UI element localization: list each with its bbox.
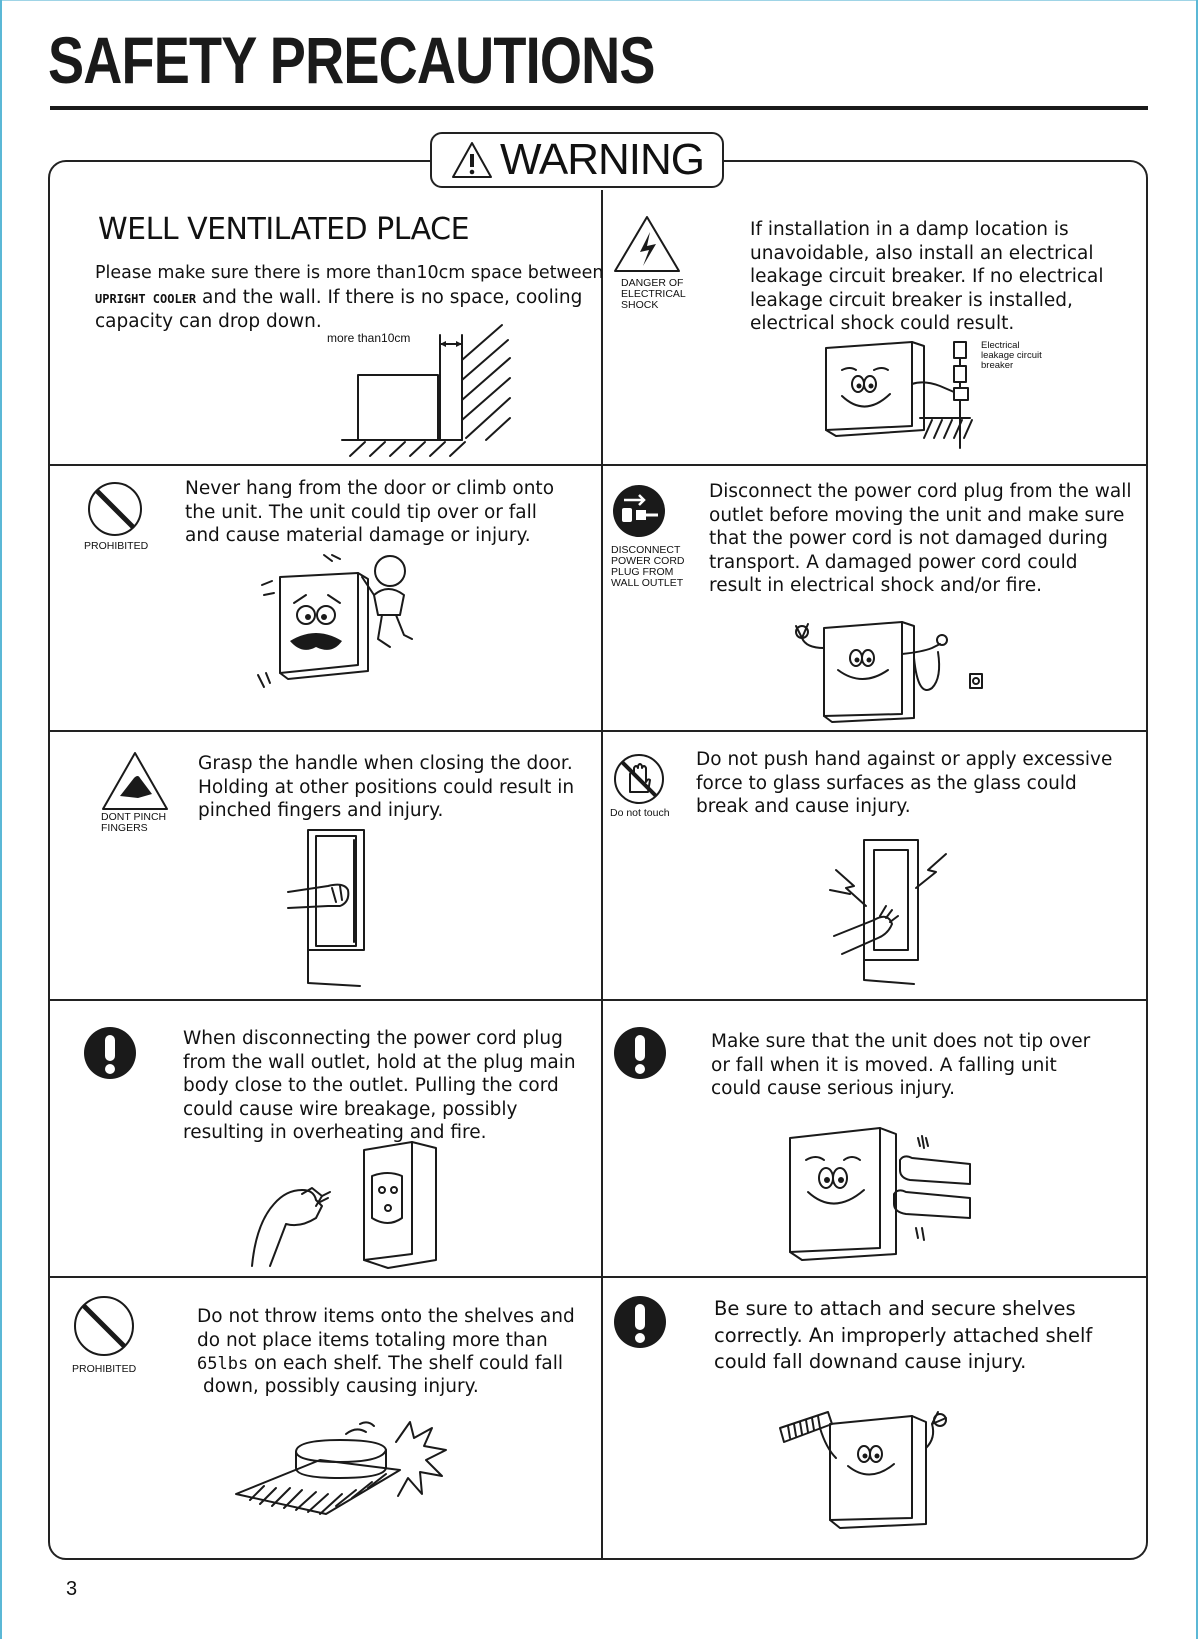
unit-with-shelf-illustration	[776, 1408, 966, 1528]
title-rule	[50, 106, 1148, 110]
electric-shock-label: DANGER OF ELECTRICAL SHOCK	[621, 277, 686, 311]
warning-badge	[430, 132, 724, 188]
ventilation-heading: WELL VENTILATED PLACE	[98, 212, 470, 247]
electric-shock-text: If installation in a damp location is unavoidable, also install an electrical leakage circuit breaker. If no electrical leakage circuit breaker is installed, electrical shock could result.	[750, 219, 1104, 334]
ventilation-text-line: capacity can drop down.	[95, 311, 322, 332]
page-title: SAFETY PRECAUTIONS	[48, 23, 655, 97]
warning-triangle-icon	[450, 140, 494, 180]
breaker-label: Electrical leakage circuit breaker	[981, 340, 1042, 371]
clearance-diagram	[340, 330, 520, 460]
plug-text: When disconnecting the power cord plug from the wall outlet, hold at the plug main body close to the outlet. Pulling the cord could cause wire breakage, possibly resulting in overheating and fire.	[183, 1028, 576, 1143]
clearance-label: more than10cm	[327, 331, 411, 345]
unit-being-moved-illustration	[786, 1124, 976, 1260]
shelves-load-text-line: down, possibly causing injury.	[203, 1376, 479, 1397]
prohibited-icon	[84, 478, 146, 540]
prohibited-label: PROHIBITED	[84, 540, 149, 552]
mandatory-icon	[612, 1294, 668, 1350]
shelves-load-text-line: Do not throw items onto the shelves and	[197, 1306, 575, 1327]
page-edge	[0, 0, 2, 1639]
electric-shock-icon	[612, 214, 682, 274]
do-not-touch-label: Do not touch	[610, 807, 670, 819]
product-name: UPRIGHT COOLER	[95, 292, 197, 306]
door-handle-illustration	[288, 828, 378, 988]
prohibited-icon	[70, 1292, 138, 1360]
shelves-attach-text: Be sure to attach and secure shelves correctly. An improperly attached shelf could fall downand cause injury.	[714, 1297, 1093, 1373]
mandatory-icon	[82, 1025, 138, 1081]
climb-text: Never hang from the door or climb onto the unit. The unit could tip over or fall and cause material damage or injury.	[185, 478, 555, 546]
unit-with-breaker-illustration	[820, 338, 1000, 458]
pinch-fingers-icon	[100, 750, 170, 812]
shelves-load-text-line	[197, 1352, 563, 1377]
disconnect-label: DISCONNECT POWER CORD PLUG FROM WALL OUTLET	[611, 544, 685, 589]
grid-divider-horizontal	[50, 1276, 1146, 1278]
tip-text: Make sure that the unit does not tip over or fall when it is moved. A falling unit could cause serious injury.	[711, 1031, 1091, 1099]
page-number: 3	[66, 1578, 78, 1600]
grid-divider-horizontal	[50, 464, 1146, 466]
ventilation-text-rest: and the wall. If there is no space, cooling	[202, 287, 583, 308]
weight-limit: 65lbs	[197, 1354, 249, 1374]
grid-divider-horizontal	[50, 999, 1146, 1001]
ventilation-text-line: Please make sure there is more than10cm space between	[95, 263, 604, 283]
mandatory-icon	[612, 1025, 668, 1081]
glass-text: Do not push hand against or apply excessive force to glass surfaces as the glass could break and cause injury.	[696, 749, 1113, 817]
prohibited-label: PROHIBITED	[72, 1363, 137, 1375]
pinch-label: DONT PINCH FINGERS	[101, 811, 167, 834]
warning-label: WARNING	[499, 135, 705, 184]
ventilation-text-line	[95, 286, 582, 312]
pinch-text: Grasp the handle when closing the door. Holding at other positions could result in pinched fingers and injury.	[198, 753, 575, 821]
plug-and-outlet-illustration	[246, 1138, 446, 1270]
hand-on-glass-illustration	[830, 836, 950, 986]
page-edge	[0, 0, 1198, 1]
shelf-load-illustration	[236, 1422, 466, 1522]
do-not-touch-icon	[612, 752, 666, 806]
disconnect-text: Disconnect the power cord plug from the wall outlet before moving the unit and make sure that the power cord is not damaged during transport. A damaged power cord could result in electrical shock and/or fire.	[709, 481, 1132, 596]
unit-unplugged-illustration	[792, 618, 992, 722]
disconnect-plug-icon	[612, 484, 666, 538]
grid-divider-vertical	[601, 190, 603, 1560]
child-climbing-illustration	[262, 555, 442, 695]
shelves-load-text-rest: on each shelf. The shelf could fall	[254, 1353, 563, 1374]
shelves-load-text-line: do not place items totaling more than	[197, 1330, 548, 1351]
grid-divider-horizontal	[50, 730, 1146, 732]
